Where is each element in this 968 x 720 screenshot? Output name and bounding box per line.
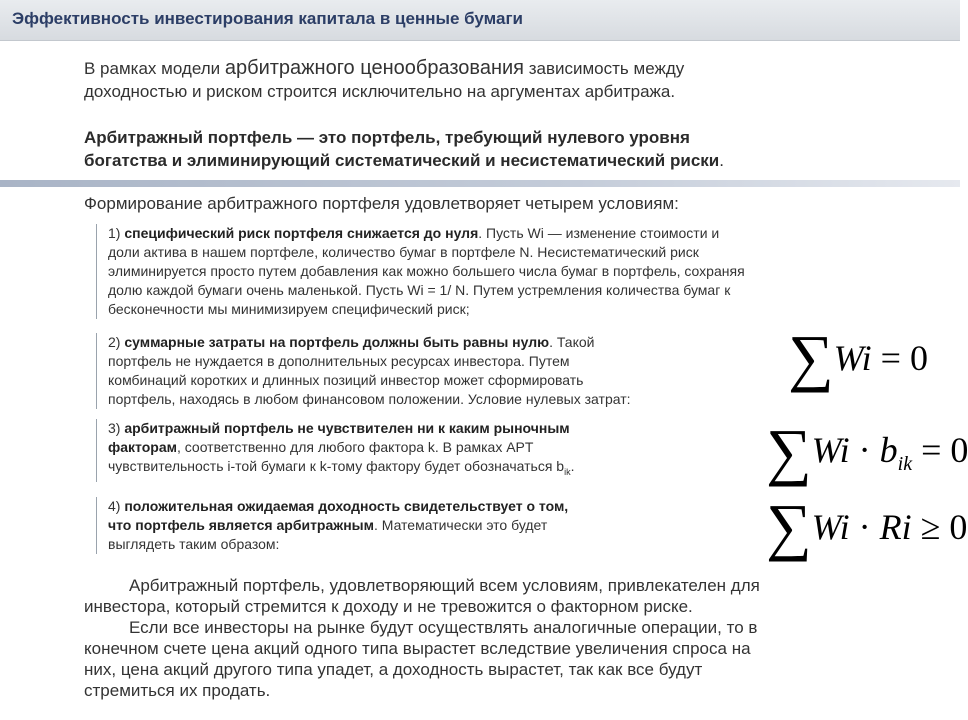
formula-2-var: Wi bbox=[811, 429, 850, 470]
condition-1-line-1 bbox=[108, 224, 745, 243]
formula-2-dot: · bbox=[849, 429, 880, 470]
closing-line-3: Если все инвесторы на рынке будут осуществлять аналогичные операции, то в bbox=[129, 618, 758, 637]
definition-line-2: богатства и элиминирующий систематический и несистематический риски bbox=[84, 151, 720, 170]
intro-emphasis: арбитражного ценообразования bbox=[224, 57, 524, 79]
condition-4 bbox=[96, 497, 568, 554]
condition-4-line-1 bbox=[108, 497, 568, 516]
slide-title: Эффективность инвестирования капитала в ценные бумаги bbox=[12, 9, 524, 28]
condition-4-number: 4) bbox=[108, 498, 125, 514]
condition-4-bold-1: положительная ожидаемая доходность свидетельствует о том, bbox=[124, 498, 569, 514]
intro-paragraph bbox=[84, 57, 684, 103]
condition-2-bold: суммарные затраты на портфель должны быть равны нулю bbox=[124, 334, 550, 350]
closing-line-6: стремиться их продать. bbox=[84, 681, 271, 700]
condition-3-number: 3) bbox=[108, 420, 125, 436]
condition-1-number: 1) bbox=[108, 225, 125, 241]
condition-4-line-3: выглядеть таким образом: bbox=[108, 536, 280, 552]
condition-1-line-3: элиминируется просто путем добавления как можно большего числа бумаг в портфель, сохраняя bbox=[108, 263, 745, 279]
condition-3-end: . bbox=[570, 458, 575, 474]
condition-3-line-3 bbox=[108, 457, 574, 482]
condition-1-text: . Пусть Wi — изменение стоимости и bbox=[478, 225, 720, 241]
condition-3-line-1 bbox=[108, 419, 574, 438]
condition-1-line-2: доли актива в нашем портфеле, количество бумаг в портфеле N. Несистематический риск bbox=[108, 244, 699, 260]
definition-end: . bbox=[719, 151, 724, 170]
condition-3-bold-1: арбитражный портфель не чувствителен ни к каким рыночным bbox=[124, 420, 570, 436]
formula-zero-cost bbox=[788, 322, 928, 393]
formula-factor-sensitivity bbox=[766, 416, 968, 487]
condition-2-text: . Такой bbox=[549, 334, 595, 350]
condition-2-line-1 bbox=[108, 333, 631, 352]
sum-symbol: ∑ bbox=[766, 416, 812, 487]
conditions-heading: Формирование арбитражного портфеля удовлетворяет четырем условиям: bbox=[84, 194, 679, 213]
formula-1-rel: = 0 bbox=[871, 338, 928, 378]
condition-2-line-3: комбинаций коротких и длинных позиций инвестор может сформировать bbox=[108, 372, 584, 388]
condition-2 bbox=[96, 333, 631, 409]
condition-1-line-4: долю каждой бумаги очень маленькой. Пусть Wi = 1/ N. Путем устремления количества бумаг к bbox=[108, 282, 731, 298]
formula-positive-return bbox=[766, 491, 968, 562]
closing-line-4: конечном счете цена акций одного типа вырастет вследствие увеличения спроса на bbox=[84, 639, 751, 658]
intro-line-2: доходностью и риском строится исключительно на аргументах арбитража. bbox=[84, 82, 676, 101]
closing-line-2: инвестора, который стремится к доходу и не тревожится о факторном риске. bbox=[84, 597, 693, 616]
condition-1-bold: специфический риск портфеля снижается до нуля bbox=[124, 225, 479, 241]
closing-paragraph bbox=[84, 575, 760, 701]
formula-3-var: Wi bbox=[811, 507, 850, 547]
condition-3-subscript: ik bbox=[564, 466, 571, 477]
formula-2-rel: = 0 bbox=[912, 429, 968, 470]
condition-2-number: 2) bbox=[108, 334, 125, 350]
formula-2-b: b bbox=[879, 429, 898, 470]
definition-paragraph bbox=[84, 126, 724, 172]
formula-1-var: Wi bbox=[833, 338, 872, 378]
definition-line-1: Арбитражный портфель — это портфель, требующий нулевого уровня bbox=[84, 128, 690, 147]
condition-4-bold-2: что портфель является арбитражным bbox=[108, 517, 374, 533]
condition-3-bold-2: факторам bbox=[108, 439, 177, 455]
condition-2-line-2: портфель не нуждается в дополнительных ресурсах инвестора. Путем bbox=[108, 353, 570, 369]
closing-line-1: Арбитражный портфель, удовлетворяющий всем условиям, привлекателен для bbox=[129, 576, 760, 595]
formula-3-rel: ≥ 0 bbox=[911, 507, 968, 547]
condition-3-text-2: чувствительность i-той бумаги к k-тому фактору будет обозначаться b bbox=[108, 458, 565, 474]
slide-header bbox=[0, 0, 960, 41]
condition-1 bbox=[96, 224, 745, 319]
condition-2-line-4: портфель, находясь в любом финансовом положении. Условие нулевых затрат: bbox=[108, 391, 631, 407]
condition-1-line-5: бесконечности мы минимизируем специфический риск; bbox=[108, 301, 470, 317]
sum-symbol: ∑ bbox=[766, 491, 812, 562]
formula-3-dot: · bbox=[849, 507, 880, 547]
condition-4-line-2 bbox=[108, 516, 568, 535]
sum-symbol: ∑ bbox=[788, 322, 834, 393]
formula-3-r: Ri bbox=[879, 507, 912, 547]
closing-line-5: них, цена акций другого типа упадет, а доходность вырастет, так как все будут bbox=[84, 660, 703, 679]
condition-3-line-2 bbox=[108, 438, 574, 457]
divider-stripe bbox=[0, 180, 960, 187]
condition-3 bbox=[96, 419, 574, 482]
intro-text-2: зависимость между bbox=[524, 59, 685, 78]
formula-2-sub: ik bbox=[897, 452, 913, 475]
condition-3-text: , соответственно для любого фактора k. В рамках APT bbox=[176, 439, 534, 455]
condition-4-text: . Математически это будет bbox=[373, 517, 548, 533]
intro-text-1: В рамках модели bbox=[84, 59, 225, 78]
